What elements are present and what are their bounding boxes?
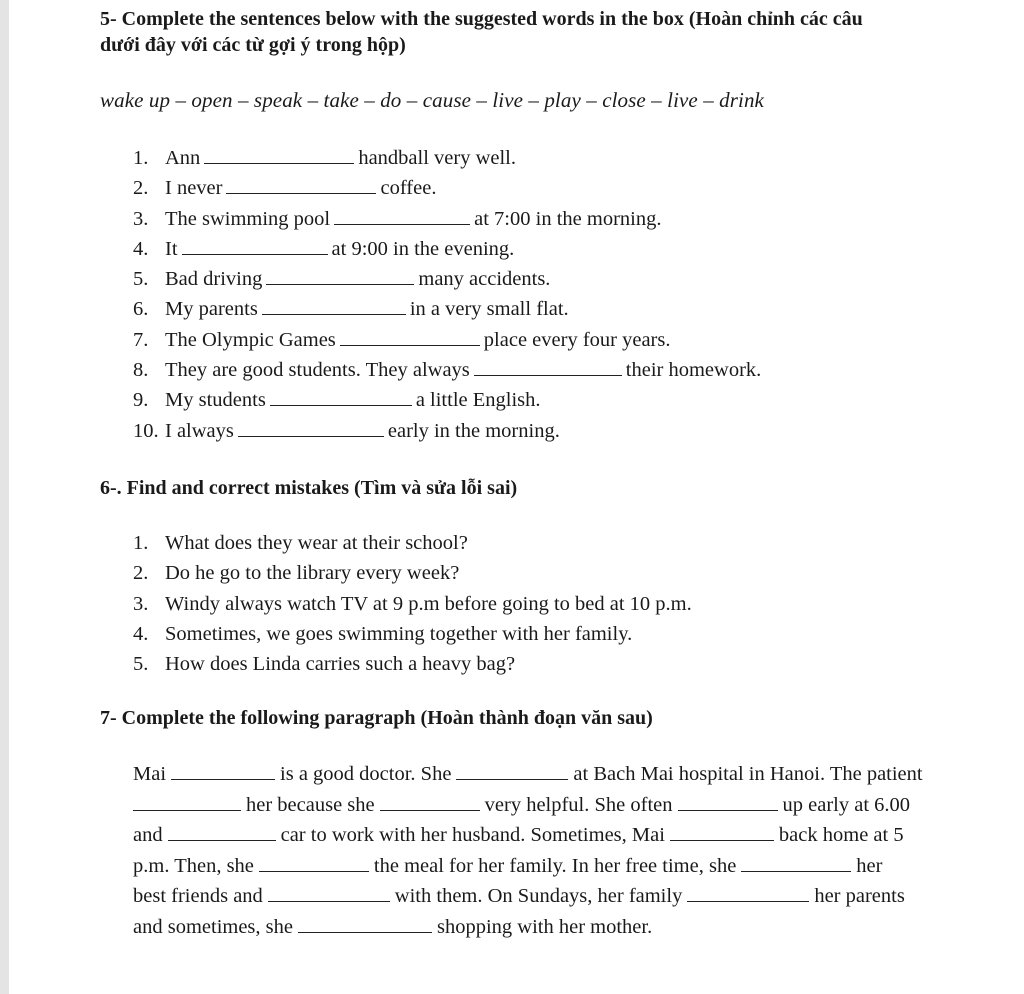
- list-item: 2. Do he go to the library every week?: [133, 562, 460, 585]
- answer-blank[interactable]: [266, 264, 414, 285]
- paragraph-line-1: Mai is a good doctor. She at Bach Mai hospital in Hanoi. The patient: [133, 759, 1003, 790]
- list-item: 4. It at 9:00 in the evening.: [133, 234, 761, 264]
- paragraph-line-4: p.m. Then, she the meal for her family. In her free time, she her: [133, 851, 1003, 882]
- list-item: 8. They are good students. They always their homework.: [133, 355, 761, 385]
- answer-blank[interactable]: [340, 325, 480, 346]
- answer-blank[interactable]: [334, 204, 470, 225]
- answer-blank[interactable]: [204, 143, 354, 164]
- section-5-heading-line-2: dưới đây với các từ gợi ý trong hộp): [100, 34, 406, 56]
- list-item: 1. Ann handball very well.: [133, 143, 761, 173]
- answer-blank[interactable]: [133, 790, 241, 811]
- answer-blank[interactable]: [380, 790, 480, 811]
- paragraph-line-5: best friends and with them. On Sundays, her family her parents: [133, 881, 1003, 912]
- answer-blank[interactable]: [687, 881, 809, 902]
- answer-blank[interactable]: [238, 416, 384, 437]
- list-item: 3. Windy always watch TV at 9 p.m before going to bed at 10 p.m.: [133, 592, 692, 615]
- section-7-heading: 7- Complete the following paragraph (Hoàn thành đoạn văn sau): [100, 707, 653, 729]
- list-item: 6. My parents in a very small flat.: [133, 294, 761, 324]
- list-item: 10. I always early in the morning.: [133, 416, 761, 446]
- answer-blank[interactable]: [298, 912, 432, 933]
- list-item: 1. What does they wear at their school?: [133, 532, 468, 554]
- paragraph-line-2: her because she very helpful. She often up early at 6.00: [133, 790, 1003, 821]
- answer-blank[interactable]: [226, 173, 376, 194]
- list-item: 3. The swimming pool at 7:00 in the morning.: [133, 204, 761, 234]
- section-5-list: [133, 143, 761, 446]
- section-7-paragraph: [133, 759, 1003, 942]
- answer-blank[interactable]: [270, 385, 412, 406]
- list-item: 9. My students a little English.: [133, 385, 761, 415]
- answer-blank[interactable]: [474, 355, 622, 376]
- answer-blank[interactable]: [741, 851, 851, 872]
- answer-blank[interactable]: [670, 820, 774, 841]
- answer-blank[interactable]: [168, 820, 276, 841]
- list-item: 5. How does Linda carries such a heavy bag?: [133, 653, 516, 676]
- answer-blank[interactable]: [171, 759, 275, 780]
- answer-blank[interactable]: [262, 294, 406, 315]
- page-edge: [0, 0, 9, 994]
- paragraph-line-3: and car to work with her husband. Sometimes, Mai back home at 5: [133, 820, 1003, 851]
- section-6-heading: 6-. Find and correct mistakes (Tìm và sửa lỗi sai): [100, 477, 518, 499]
- answer-blank[interactable]: [259, 851, 369, 872]
- list-item: 4. Sometimes, we goes swimming together with her family.: [133, 622, 633, 645]
- list-item: 5. Bad driving many accidents.: [133, 264, 761, 294]
- list-item: 7. The Olympic Games place every four years.: [133, 325, 761, 355]
- answer-blank[interactable]: [182, 234, 328, 255]
- answer-blank[interactable]: [268, 881, 390, 902]
- answer-blank[interactable]: [678, 790, 778, 811]
- list-item: 2. I never coffee.: [133, 173, 761, 203]
- paragraph-line-6: and sometimes, she shopping with her mother.: [133, 912, 1003, 943]
- word-box: wake up – open – speak – take – do – cause – live – play – close – live – drink: [100, 88, 764, 112]
- section-5-heading-line-1: 5- Complete the sentences below with the suggested words in the box (Hoàn chỉnh các câu: [100, 8, 863, 30]
- answer-blank[interactable]: [456, 759, 568, 780]
- section-6-list: [133, 528, 692, 679]
- section-5-heading: [100, 6, 1000, 58]
